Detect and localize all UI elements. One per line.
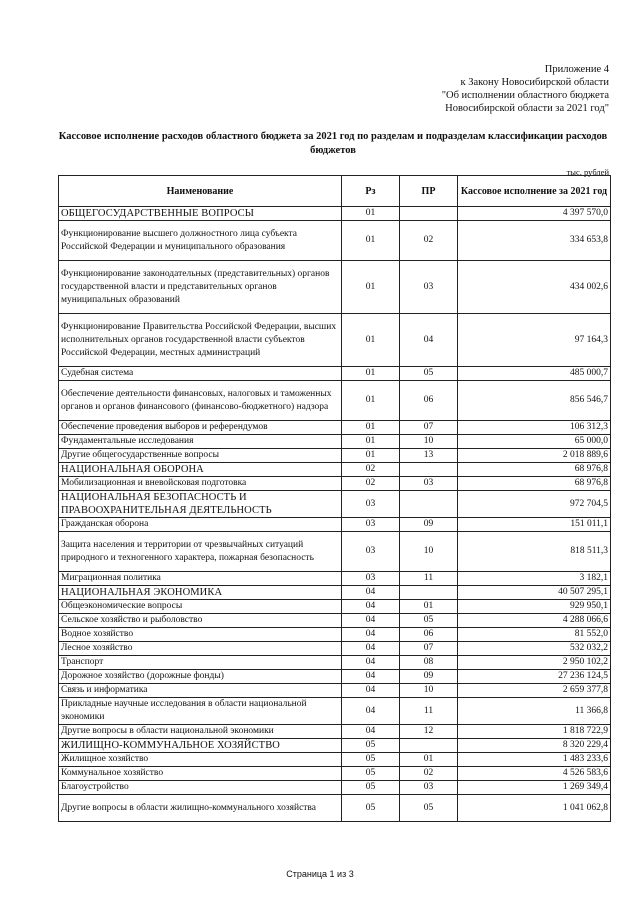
table-row	[59, 725, 611, 739]
row-rz-cell: 05	[342, 767, 400, 781]
row-rz-cell: 03	[342, 532, 400, 572]
table-row	[59, 518, 611, 532]
row-value-cell: 334 653,8	[458, 221, 611, 261]
table-row	[59, 684, 611, 698]
table-row	[59, 795, 611, 822]
table-row	[59, 221, 611, 261]
row-name-cell: Лесное хозяйство	[59, 642, 342, 656]
appendix-line: "Об исполнении областного бюджета	[441, 90, 609, 101]
row-value-cell: 106 312,3	[458, 421, 611, 435]
row-name-cell: Общеэкономические вопросы	[59, 600, 342, 614]
row-rz-cell: 02	[342, 463, 400, 477]
table-row	[59, 753, 611, 767]
table-row	[59, 449, 611, 463]
row-value-cell: 68 976,8	[458, 477, 611, 491]
row-rz-cell: 01	[342, 207, 400, 221]
row-value-cell: 151 011,1	[458, 518, 611, 532]
row-name-cell: НАЦИОНАЛЬНАЯ БЕЗОПАСНОСТЬ И ПРАВООХРАНИТЕЛЬНАЯ ДЕЯТЕЛЬНОСТЬ	[59, 491, 342, 518]
table-row	[59, 367, 611, 381]
row-pr-cell: 12	[400, 725, 458, 739]
row-pr-cell	[400, 207, 458, 221]
row-pr-cell: 06	[400, 381, 458, 421]
row-pr-cell: 07	[400, 421, 458, 435]
appendix-line: к Закону Новосибирской области	[460, 77, 609, 88]
row-pr-cell: 11	[400, 572, 458, 586]
row-value-cell: 65 000,0	[458, 435, 611, 449]
row-pr-cell: 11	[400, 698, 458, 725]
row-name-cell: Транспорт	[59, 656, 342, 670]
row-value-cell: 1 818 722,9	[458, 725, 611, 739]
header-pr: ПР	[400, 176, 458, 207]
table-row	[59, 628, 611, 642]
row-rz-cell: 01	[342, 421, 400, 435]
row-name-cell: Гражданская оборона	[59, 518, 342, 532]
appendix-block	[442, 63, 609, 115]
row-value-cell: 11 366,8	[458, 698, 611, 725]
row-rz-cell: 03	[342, 572, 400, 586]
row-name-cell: НАЦИОНАЛЬНАЯ ОБОРОНА	[59, 463, 342, 477]
row-rz-cell: 01	[342, 367, 400, 381]
row-rz-cell: 04	[342, 642, 400, 656]
row-name-cell: Миграционная политика	[59, 572, 342, 586]
row-value-cell: 532 032,2	[458, 642, 611, 656]
row-name-cell: Другие вопросы в области национальной экономики	[59, 725, 342, 739]
row-value-cell: 4 526 583,6	[458, 767, 611, 781]
row-name-cell: Защита населения и территории от чрезвычайных ситуаций природного и техногенного характера, пожарная безопасность	[59, 532, 342, 572]
table-row	[59, 670, 611, 684]
row-value-cell: 2 659 377,8	[458, 684, 611, 698]
row-pr-cell	[400, 586, 458, 600]
table-row	[59, 614, 611, 628]
table-row	[59, 421, 611, 435]
row-rz-cell: 03	[342, 518, 400, 532]
header-name: Наименование	[59, 176, 342, 207]
units-label: тыс. рублей	[566, 167, 609, 177]
table-row	[59, 532, 611, 572]
row-pr-cell: 02	[400, 767, 458, 781]
document-title: Кассовое исполнение расходов областного бюджета за 2021 год по разделам и подразделам классификации расходов бюджетов	[58, 131, 608, 156]
row-rz-cell: 01	[342, 381, 400, 421]
row-pr-cell: 01	[400, 600, 458, 614]
row-rz-cell: 03	[342, 491, 400, 518]
row-pr-cell: 08	[400, 656, 458, 670]
row-pr-cell: 10	[400, 435, 458, 449]
row-value-cell: 485 000,7	[458, 367, 611, 381]
table-row	[59, 261, 611, 314]
row-value-cell: 4 288 066,6	[458, 614, 611, 628]
row-name-cell: Обеспечение деятельности финансовых, налоговых и таможенных органов и органов финансового (финансово-бюджетного) надзора	[59, 381, 342, 421]
appendix-line: Новосибирской области за 2021 год"	[445, 103, 609, 114]
row-pr-cell: 02	[400, 221, 458, 261]
row-value-cell: 2 950 102,2	[458, 656, 611, 670]
row-name-cell: Благоустройство	[59, 781, 342, 795]
row-value-cell: 434 002,6	[458, 261, 611, 314]
table-row	[59, 463, 611, 477]
row-name-cell: Коммунальное хозяйство	[59, 767, 342, 781]
table-row	[59, 586, 611, 600]
table-row	[59, 781, 611, 795]
row-rz-cell: 05	[342, 795, 400, 822]
row-rz-cell: 04	[342, 684, 400, 698]
row-value-cell: 68 976,8	[458, 463, 611, 477]
row-rz-cell: 01	[342, 314, 400, 367]
table-body	[59, 207, 611, 822]
row-value-cell: 40 507 295,1	[458, 586, 611, 600]
row-value-cell: 2 018 889,6	[458, 449, 611, 463]
row-name-cell: Сельское хозяйство и рыболовство	[59, 614, 342, 628]
row-name-cell: Фундаментальные исследования	[59, 435, 342, 449]
row-rz-cell: 04	[342, 600, 400, 614]
table-row	[59, 207, 611, 221]
row-pr-cell: 07	[400, 642, 458, 656]
row-rz-cell: 05	[342, 739, 400, 753]
row-name-cell: Жилищное хозяйство	[59, 753, 342, 767]
table-row	[59, 656, 611, 670]
row-name-cell: Функционирование высшего должностного лица субъекта Российской Федерации и муниципального образования	[59, 221, 342, 261]
row-value-cell: 3 182,1	[458, 572, 611, 586]
row-rz-cell: 04	[342, 628, 400, 642]
row-value-cell: 1 483 233,6	[458, 753, 611, 767]
row-pr-cell: 01	[400, 753, 458, 767]
row-pr-cell: 09	[400, 670, 458, 684]
row-rz-cell: 01	[342, 221, 400, 261]
row-pr-cell: 05	[400, 795, 458, 822]
row-name-cell: ЖИЛИЩНО-КОММУНАЛЬНОЕ ХОЗЯЙСТВО	[59, 739, 342, 753]
row-name-cell: Судебная система	[59, 367, 342, 381]
row-pr-cell	[400, 491, 458, 518]
row-rz-cell: 01	[342, 435, 400, 449]
row-rz-cell: 05	[342, 781, 400, 795]
row-rz-cell: 04	[342, 656, 400, 670]
header-rz: Рз	[342, 176, 400, 207]
row-pr-cell: 05	[400, 367, 458, 381]
row-rz-cell: 02	[342, 477, 400, 491]
appendix-line: Приложение 4	[544, 64, 609, 75]
row-value-cell: 4 397 570,0	[458, 207, 611, 221]
row-name-cell: НАЦИОНАЛЬНАЯ ЭКОНОМИКА	[59, 586, 342, 600]
row-pr-cell: 10	[400, 532, 458, 572]
row-value-cell: 81 552,0	[458, 628, 611, 642]
row-name-cell: Дорожное хозяйство (дорожные фонды)	[59, 670, 342, 684]
row-value-cell: 8 320 229,4	[458, 739, 611, 753]
table-row	[59, 698, 611, 725]
page-footer: Страница 1 из 3	[286, 869, 354, 879]
row-value-cell: 818 511,3	[458, 532, 611, 572]
row-name-cell: Другие вопросы в области жилищно-коммунального хозяйства	[59, 795, 342, 822]
row-pr-cell: 03	[400, 261, 458, 314]
budget-table	[58, 175, 611, 822]
row-pr-cell	[400, 463, 458, 477]
row-name-cell: ОБЩЕГОСУДАРСТВЕННЫЕ ВОПРОСЫ	[59, 207, 342, 221]
header-value: Кассовое исполнение за 2021 год	[458, 176, 611, 207]
row-name-cell: Водное хозяйство	[59, 628, 342, 642]
row-pr-cell: 10	[400, 684, 458, 698]
row-pr-cell: 13	[400, 449, 458, 463]
row-rz-cell: 04	[342, 586, 400, 600]
row-value-cell: 929 950,1	[458, 600, 611, 614]
row-value-cell: 97 164,3	[458, 314, 611, 367]
table-header-row	[59, 176, 611, 207]
table-row	[59, 767, 611, 781]
row-name-cell: Обеспечение проведения выборов и референдумов	[59, 421, 342, 435]
row-name-cell: Мобилизационная и вневойсковая подготовка	[59, 477, 342, 491]
row-value-cell: 972 704,5	[458, 491, 611, 518]
row-rz-cell: 04	[342, 698, 400, 725]
table-row	[59, 739, 611, 753]
table-row	[59, 491, 611, 518]
table-row	[59, 435, 611, 449]
table-row	[59, 381, 611, 421]
row-rz-cell: 04	[342, 614, 400, 628]
table-row	[59, 642, 611, 656]
row-name-cell: Функционирование Правительства Российской Федерации, высших исполнительных органов государственной власти субъектов Российской Федерации, местных администраций	[59, 314, 342, 367]
row-pr-cell: 04	[400, 314, 458, 367]
row-value-cell: 1 041 062,8	[458, 795, 611, 822]
row-name-cell: Другие общегосударственные вопросы	[59, 449, 342, 463]
row-pr-cell: 06	[400, 628, 458, 642]
table-row	[59, 600, 611, 614]
table-row	[59, 314, 611, 367]
row-pr-cell: 03	[400, 477, 458, 491]
row-pr-cell: 05	[400, 614, 458, 628]
row-pr-cell	[400, 739, 458, 753]
row-rz-cell: 04	[342, 670, 400, 684]
row-name-cell: Функционирование законодательных (представительных) органов государственной власти и представительных органов муниципальных образований	[59, 261, 342, 314]
table-row	[59, 477, 611, 491]
row-value-cell: 27 236 124,5	[458, 670, 611, 684]
row-value-cell: 1 269 349,4	[458, 781, 611, 795]
row-name-cell: Связь и информатика	[59, 684, 342, 698]
table-row	[59, 572, 611, 586]
row-rz-cell: 05	[342, 753, 400, 767]
row-value-cell: 856 546,7	[458, 381, 611, 421]
row-name-cell: Прикладные научные исследования в области национальной экономики	[59, 698, 342, 725]
row-rz-cell: 01	[342, 449, 400, 463]
row-rz-cell: 04	[342, 725, 400, 739]
row-pr-cell: 09	[400, 518, 458, 532]
row-rz-cell: 01	[342, 261, 400, 314]
row-pr-cell: 03	[400, 781, 458, 795]
